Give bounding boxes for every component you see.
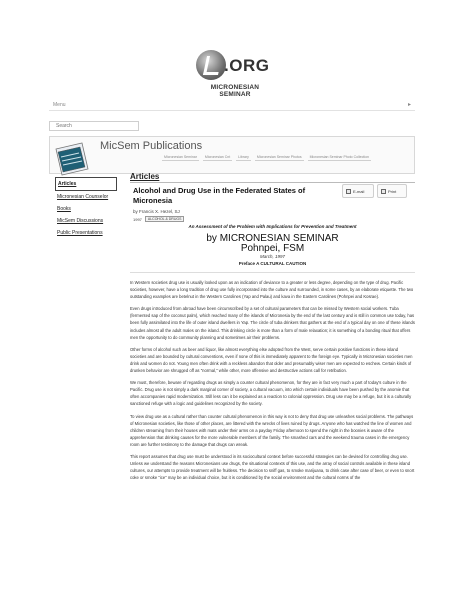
sidebar: [55, 177, 117, 239]
byline-org: by MICRONESIAN SEMINAR: [206, 233, 339, 244]
email-button[interactable]: [342, 184, 374, 198]
sidebar-item-books[interactable]: Books: [57, 206, 71, 212]
article-meta: [133, 216, 184, 222]
divider: [130, 272, 415, 273]
byline-place: Pohnpei, FSM: [240, 243, 305, 254]
sidebar-item-articles[interactable]: Articles: [55, 177, 117, 191]
paragraph: We must, therefore, beware of regarding drugs as simply a counter cultural phenomenon, for they are in fact very much a part of today's culture in the Pacific. Drug use is not simply a dark marginal corner of society, a cultural vacuum, into which certain individuals have been pushed by the anomie that often accompanies rapid modernization. Still less can it be explained as a reaction to colonial oppression. Drug use may be a refuge, but it is a culturally sanctioned refuge with a logic and guidelines recognized by the society.: [130, 380, 412, 407]
paragraph: This report assumes that drug use must be understood in its sociocultural context before successful strategies can be devised for controlling drug use. Unless we understand the reasons Micronesians use drugs, the situational contexts of this use, and the array of social controls available in these island cultures, our attempts to provide treatment will be fruitless. The decision to sniff gas, to smoke marijuana, to drink case after case of beer, or even to snort coke or smoke "ice" may be an individual choice, but it is conditioned by the social environment and the cultural norms of the: [130, 453, 415, 481]
paragraph: Other forms of alcohol such as beer and liquor, like almost everything else adopted from the West, serve certain positive functions in these island societies and are bounded by cultural conventions, even if none of this is immediately apparent to the foreign eye. Typically in Micronesian societies men drink and women do not. Young men often drink with a reckless abandon that older and presumably wiser men are expected to eschew. Certain kinds of drunken behavior are shrugged off as "normal," while other, more offensive and destructive actions call for retribution.: [130, 346, 413, 374]
byline: [130, 234, 415, 254]
menu-label[interactable]: Menu: [53, 102, 66, 108]
section-banner-title: MicSem Publications: [100, 140, 203, 152]
menu-bar[interactable]: [49, 101, 415, 111]
banner-links: [162, 154, 371, 161]
banner-link[interactable]: Micronesian Seminar: [164, 155, 197, 159]
article-author: by Francis X. Hezel, SJ: [133, 209, 180, 214]
sidebar-item-counselor[interactable]: Micronesian Counselor: [57, 194, 109, 200]
sidebar-item-discussions[interactable]: MicSem Discussions: [57, 218, 104, 224]
menu-arrow-icon[interactable]: ▸: [407, 102, 411, 108]
article-title: Alcohol and Drug Use in the Federated States of Micronesia: [133, 186, 306, 205]
logo-globe-icon: [196, 50, 226, 80]
email-label: E-mail: [353, 188, 365, 194]
banner-link[interactable]: Micronesian Seminar Photos: [256, 155, 302, 159]
article-date: March, 1997: [259, 254, 285, 259]
paragraph: In Western societies drug use is usually looked upon as an indication of deviance to a greater or less degree, depending on the type of drug. Pacific societies, however, have a long tradition of drug use fully incorporated into the culture and surrounded, in some cases, by an elaborate etiquette. The two outstanding examples are betelnut in the Western Carolines (Yap and Palau) and kava in the Eastern Carolines (Pohnpei and Kosrae).: [130, 280, 414, 300]
banner-link[interactable]: Library: [238, 155, 249, 159]
book-stack-icon: [52, 139, 92, 179]
envelope-icon: [346, 189, 351, 194]
main-content: [130, 172, 415, 183]
search-input[interactable]: [49, 121, 139, 131]
section-heading: Articles: [130, 172, 415, 183]
paragraph: To view drug use as a cultural rather than counter cultural phenomenon in this way is not to deny that drug use unleashes social problems. The pathways of Micronesian societies, like those of other places, are littered with the wrecks of lives ruined by drugs. Anyone who has watched the line of women and children streaming from their houses with mats under their arms on a payday Friday afternoon to spend the night in the boonies is aware of the apprehension that drinking causes for the more vulnerable members of the family. The smashed cars and the weekend trauma cases in the emergency room are further testimony to the damage that drugs can wreak.: [130, 413, 414, 447]
preface-heading: Preface A CULTURAL CAUTION: [238, 261, 307, 266]
article-body: [130, 279, 415, 486]
paragraph: Even drugs introduced from abroad have been circumscribed by a set of cultural parameters that can be missed by Western social workers. Tuba (fermented sap of the coconut palm), which reached many of the islands of Micronesia by the end of the last century and is still in common use today, has been fully assimilated into the life of outer island dwellers in Yap. The circle of tuba drinkers that gathers at the end of a typical day on one of these islands includes almost all the adult males on the island. This drinking circle is more than a form of male relaxation; it is something of a bonding ritual that offers men the opportunity to do community planning and sometimes air their problems.: [130, 306, 415, 340]
category-tag[interactable]: ALCOHOL & DRUGS: [145, 216, 185, 222]
print-button[interactable]: [377, 184, 407, 198]
logo-text: .ORG: [224, 56, 270, 75]
print-label: Print: [388, 188, 397, 194]
article-subtitle: An Assessment of the Problem with Implications for Prevention and Treatment: [188, 224, 357, 229]
article-year: 1997: [133, 216, 142, 222]
org-name: MICRONESIAN SEMINAR: [210, 84, 260, 98]
banner-link[interactable]: Micronesian Seminar Photo Collection: [309, 155, 369, 159]
sidebar-item-presentations[interactable]: Public Presentations: [57, 230, 103, 236]
printer-icon: [381, 189, 386, 194]
banner-link[interactable]: Micronesian Cnt: [204, 155, 231, 159]
